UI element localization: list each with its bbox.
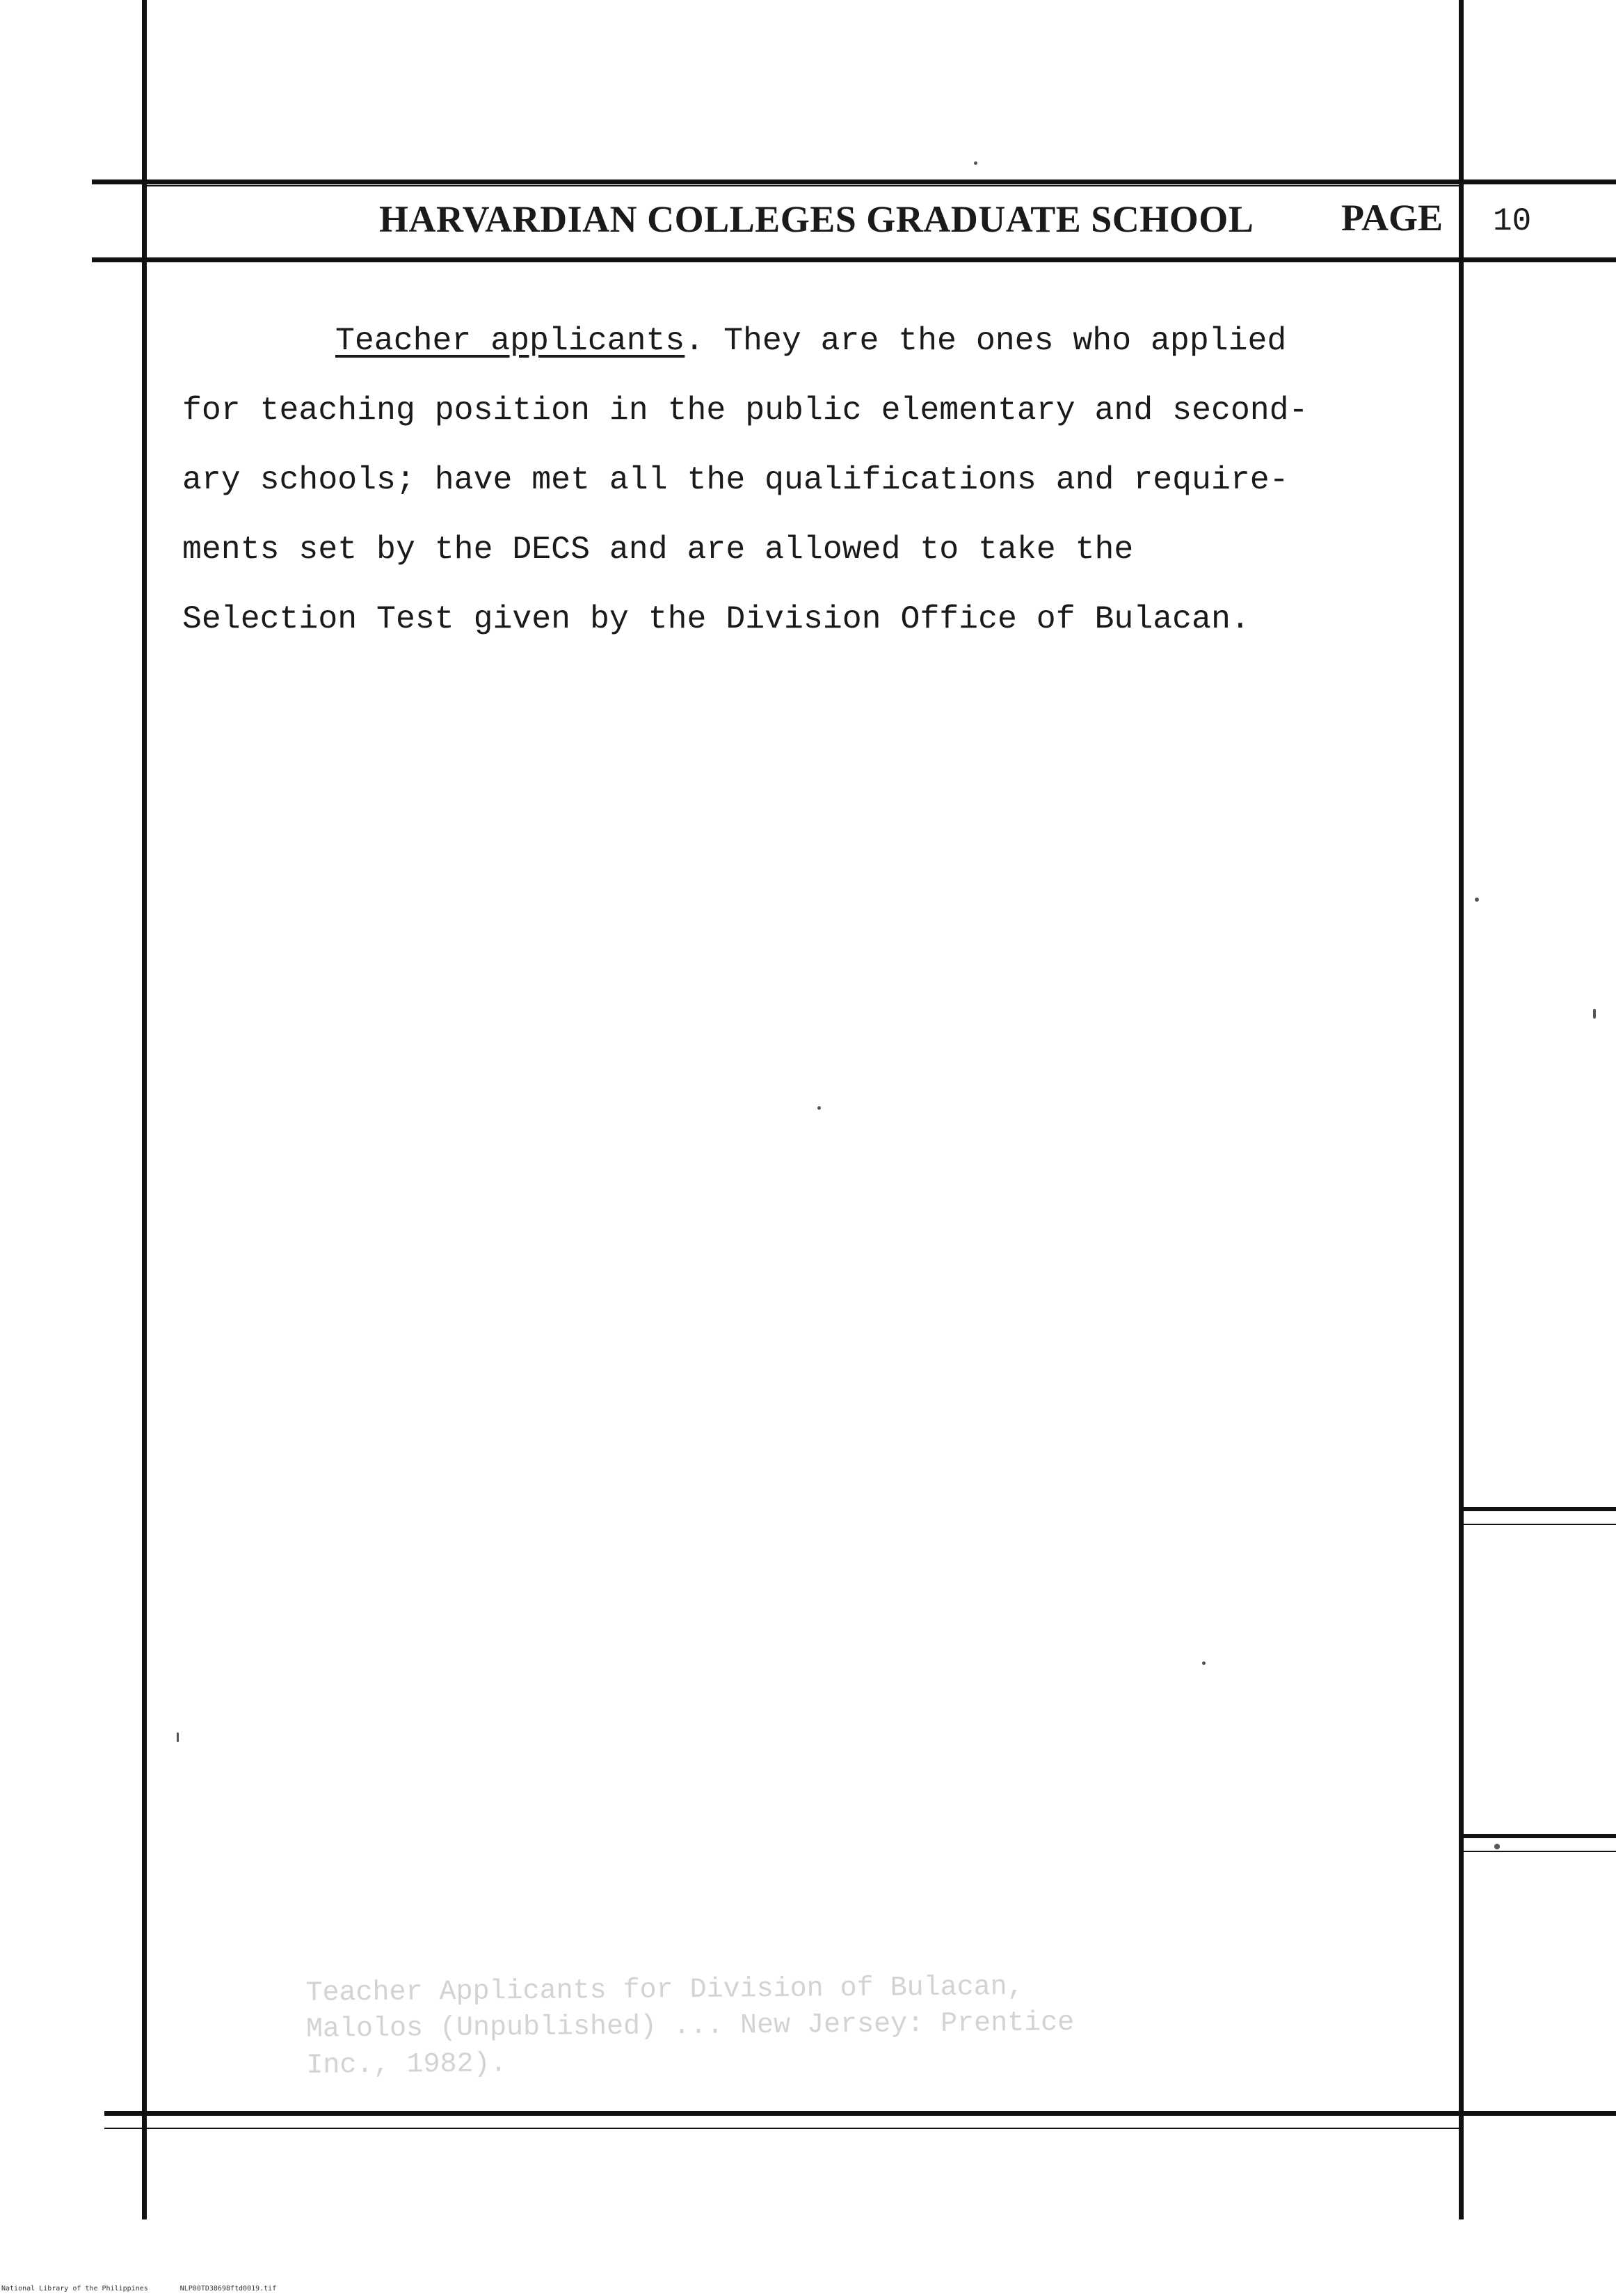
header-top-rule	[92, 180, 1616, 184]
library-name: National Library of the Philippines	[1, 2285, 148, 2293]
scan-speck	[974, 161, 977, 165]
bleed-line: Malolos (Unpublished) ... New Jersey: Prentice	[305, 2007, 1075, 2046]
footer-rule	[104, 2111, 1616, 2116]
margin-rule	[1464, 1507, 1616, 1511]
paragraph-line: ments set by the DECS and are allowed to take the	[182, 531, 1134, 568]
definition-paragraph	[182, 306, 1434, 654]
right-border-line	[1459, 0, 1464, 2219]
scan-speck	[177, 1732, 179, 1742]
page-number: 10	[1493, 203, 1532, 239]
scan-speck	[817, 1106, 821, 1110]
paragraph-line	[182, 306, 1434, 376]
defined-term: Teacher applicants	[335, 322, 685, 359]
footer-thin-rule	[104, 2128, 1464, 2129]
bleed-line: Teacher Applicants for Division of Bulacan,	[305, 1971, 1024, 2009]
bleed-line: Inc., 1982).	[306, 2048, 507, 2082]
margin-rule-thin	[1464, 1524, 1616, 1525]
scan-speck	[1494, 1844, 1500, 1849]
paragraph-line: Selection Test given by the Division Office of Bulacan.	[182, 600, 1250, 637]
left-border-line	[142, 0, 147, 2219]
margin-rule-thin	[1464, 1851, 1616, 1852]
file-id: NLP00TD38698ftd0019.tif	[179, 2285, 277, 2293]
paragraph-line: ary schools; have met all the qualifications and require-	[182, 461, 1289, 498]
bleed-through-text	[305, 1969, 1075, 2084]
page-label: PAGE	[1341, 197, 1443, 239]
line-text: . They are the ones who applied	[685, 322, 1287, 359]
margin-rule	[1464, 1834, 1616, 1838]
scan-speck	[1593, 1009, 1596, 1019]
scan-speck	[1475, 898, 1479, 902]
scan-speck	[1202, 1661, 1206, 1665]
paragraph-line: for teaching position in the public elementary and second-	[182, 392, 1309, 429]
page-header-title: HARVARDIAN COLLEGES GRADUATE SCHOOL	[379, 198, 1254, 240]
header-top-thin-rule	[142, 185, 1464, 186]
scan-footer-caption	[1, 2285, 276, 2293]
header-bottom-rule	[92, 257, 1616, 262]
